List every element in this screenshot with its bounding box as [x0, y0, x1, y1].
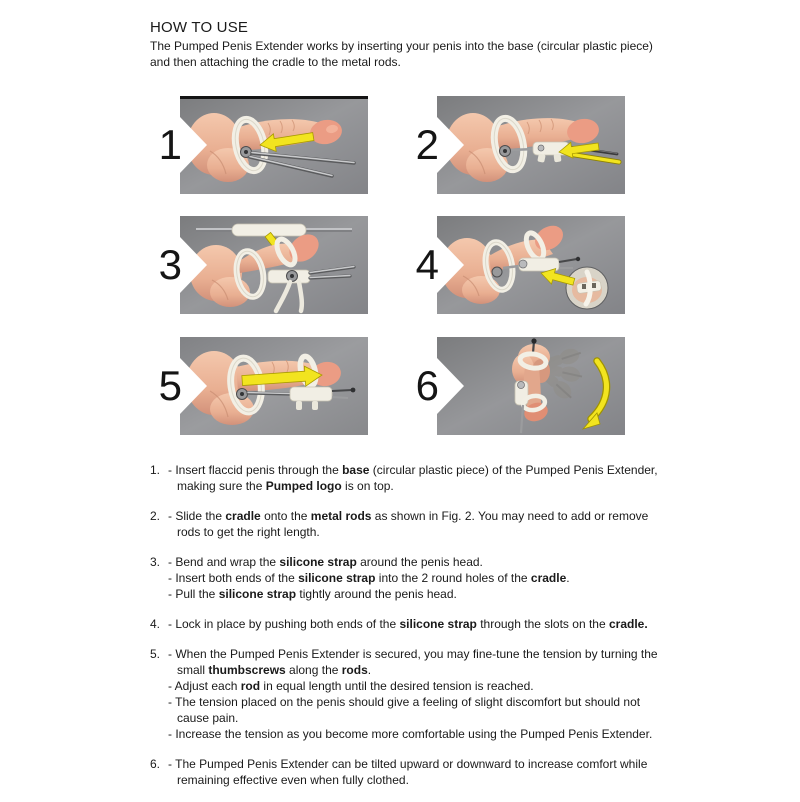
insert-base-illustration — [180, 96, 368, 194]
wrap-silicone-strap-illustration — [180, 216, 368, 314]
instruction-item-4 — [150, 616, 666, 632]
instruction-item-1 — [150, 462, 666, 494]
figure-4-number: 4 — [415, 241, 439, 288]
page-title: HOW TO USE — [150, 19, 249, 36]
metal-rod-icon — [511, 149, 535, 150]
instruction-number: 2. — [150, 509, 161, 523]
instruction-line: - When the Pumped Penis Extender is secured, you may fine-tune the tension by turning the small thumbscrews along the rods. — [168, 647, 658, 677]
intro-paragraph: The Pumped Penis Extender works by inserting your penis into the base (circular plastic piece) and then attaching the cradle to the metal rods. — [150, 39, 653, 69]
figure-2 — [407, 96, 625, 194]
instruction-line: - Lock in place by pushing both ends of the silicone strap through the slots on the cradle. — [168, 617, 648, 631]
number-wedge — [437, 237, 464, 293]
magnifier-inset — [566, 267, 608, 309]
figure-6-photo — [437, 337, 625, 435]
number-wedge — [180, 117, 207, 173]
slide-cradle-illustration — [437, 96, 625, 194]
instruction-item-5 — [150, 646, 666, 742]
instruction-line: - Insert both ends of the silicone strap into the 2 round holes of the cradle. — [168, 571, 570, 585]
figure-4-photo — [437, 216, 625, 314]
instruction-line: - Slide the cradle onto the metal rods as shown in Fig. 2. You may need to add or remove rods to get the right length. — [168, 509, 649, 539]
figure-2-number: 2 — [415, 121, 439, 168]
number-wedge — [437, 358, 464, 414]
rod-hub-icon — [492, 267, 502, 277]
figure-6 — [407, 337, 625, 435]
figure-5 — [150, 337, 368, 435]
instruction-number: 5. — [150, 647, 161, 661]
metal-rods-icon — [248, 393, 290, 395]
instruction-number: 1. — [150, 463, 161, 477]
instruction-item-6 — [150, 756, 666, 788]
instruction-number: 4. — [150, 617, 161, 631]
figure-3-photo — [180, 216, 368, 314]
lock-strap-illustration — [437, 216, 625, 314]
instruction-line: - The tension placed on the penis should give a feeling of slight discomfort but should not cause pain. — [168, 695, 641, 725]
number-wedge — [180, 237, 207, 293]
tilt-device-illustration — [437, 337, 625, 435]
figure-1 — [150, 96, 368, 194]
figure-1-photo — [180, 96, 368, 194]
instruction-item-2 — [150, 508, 666, 540]
figure-3-number: 3 — [158, 241, 182, 288]
figure-5-number: 5 — [158, 362, 182, 409]
instructions-list — [150, 462, 666, 802]
number-wedge — [437, 117, 464, 173]
number-wedge — [180, 358, 207, 414]
instruction-line: - Increase the tension as you become more comfortable using the Pumped Penis Extender. — [168, 727, 653, 741]
instruction-item-3 — [150, 554, 666, 602]
figure-1-number: 1 — [158, 121, 182, 168]
instruction-number: 3. — [150, 555, 161, 569]
instruction-line: - Pull the silicone strap tightly around the penis head. — [168, 587, 457, 601]
figure-4 — [407, 216, 625, 314]
instruction-line: - The Pumped Penis Extender can be tilted upward or downward to increase comfort while remaining effective even when fully clothed. — [168, 757, 648, 787]
instruction-line: - Adjust each rod in equal length until the desired tension is reached. — [168, 679, 534, 693]
instruction-line: - Bend and wrap the silicone strap around the penis head. — [168, 555, 483, 569]
adjust-tension-illustration — [180, 337, 368, 435]
instruction-number: 6. — [150, 757, 161, 771]
figure-5-photo — [180, 337, 368, 435]
figure-3 — [150, 216, 368, 314]
figure-6-number: 6 — [415, 362, 439, 409]
figure-2-photo — [437, 96, 625, 194]
instruction-line: - Insert flaccid penis through the base (circular plastic piece) of the Pumped Penis Extender, making sure the Pumped logo is on top. — [168, 463, 658, 493]
